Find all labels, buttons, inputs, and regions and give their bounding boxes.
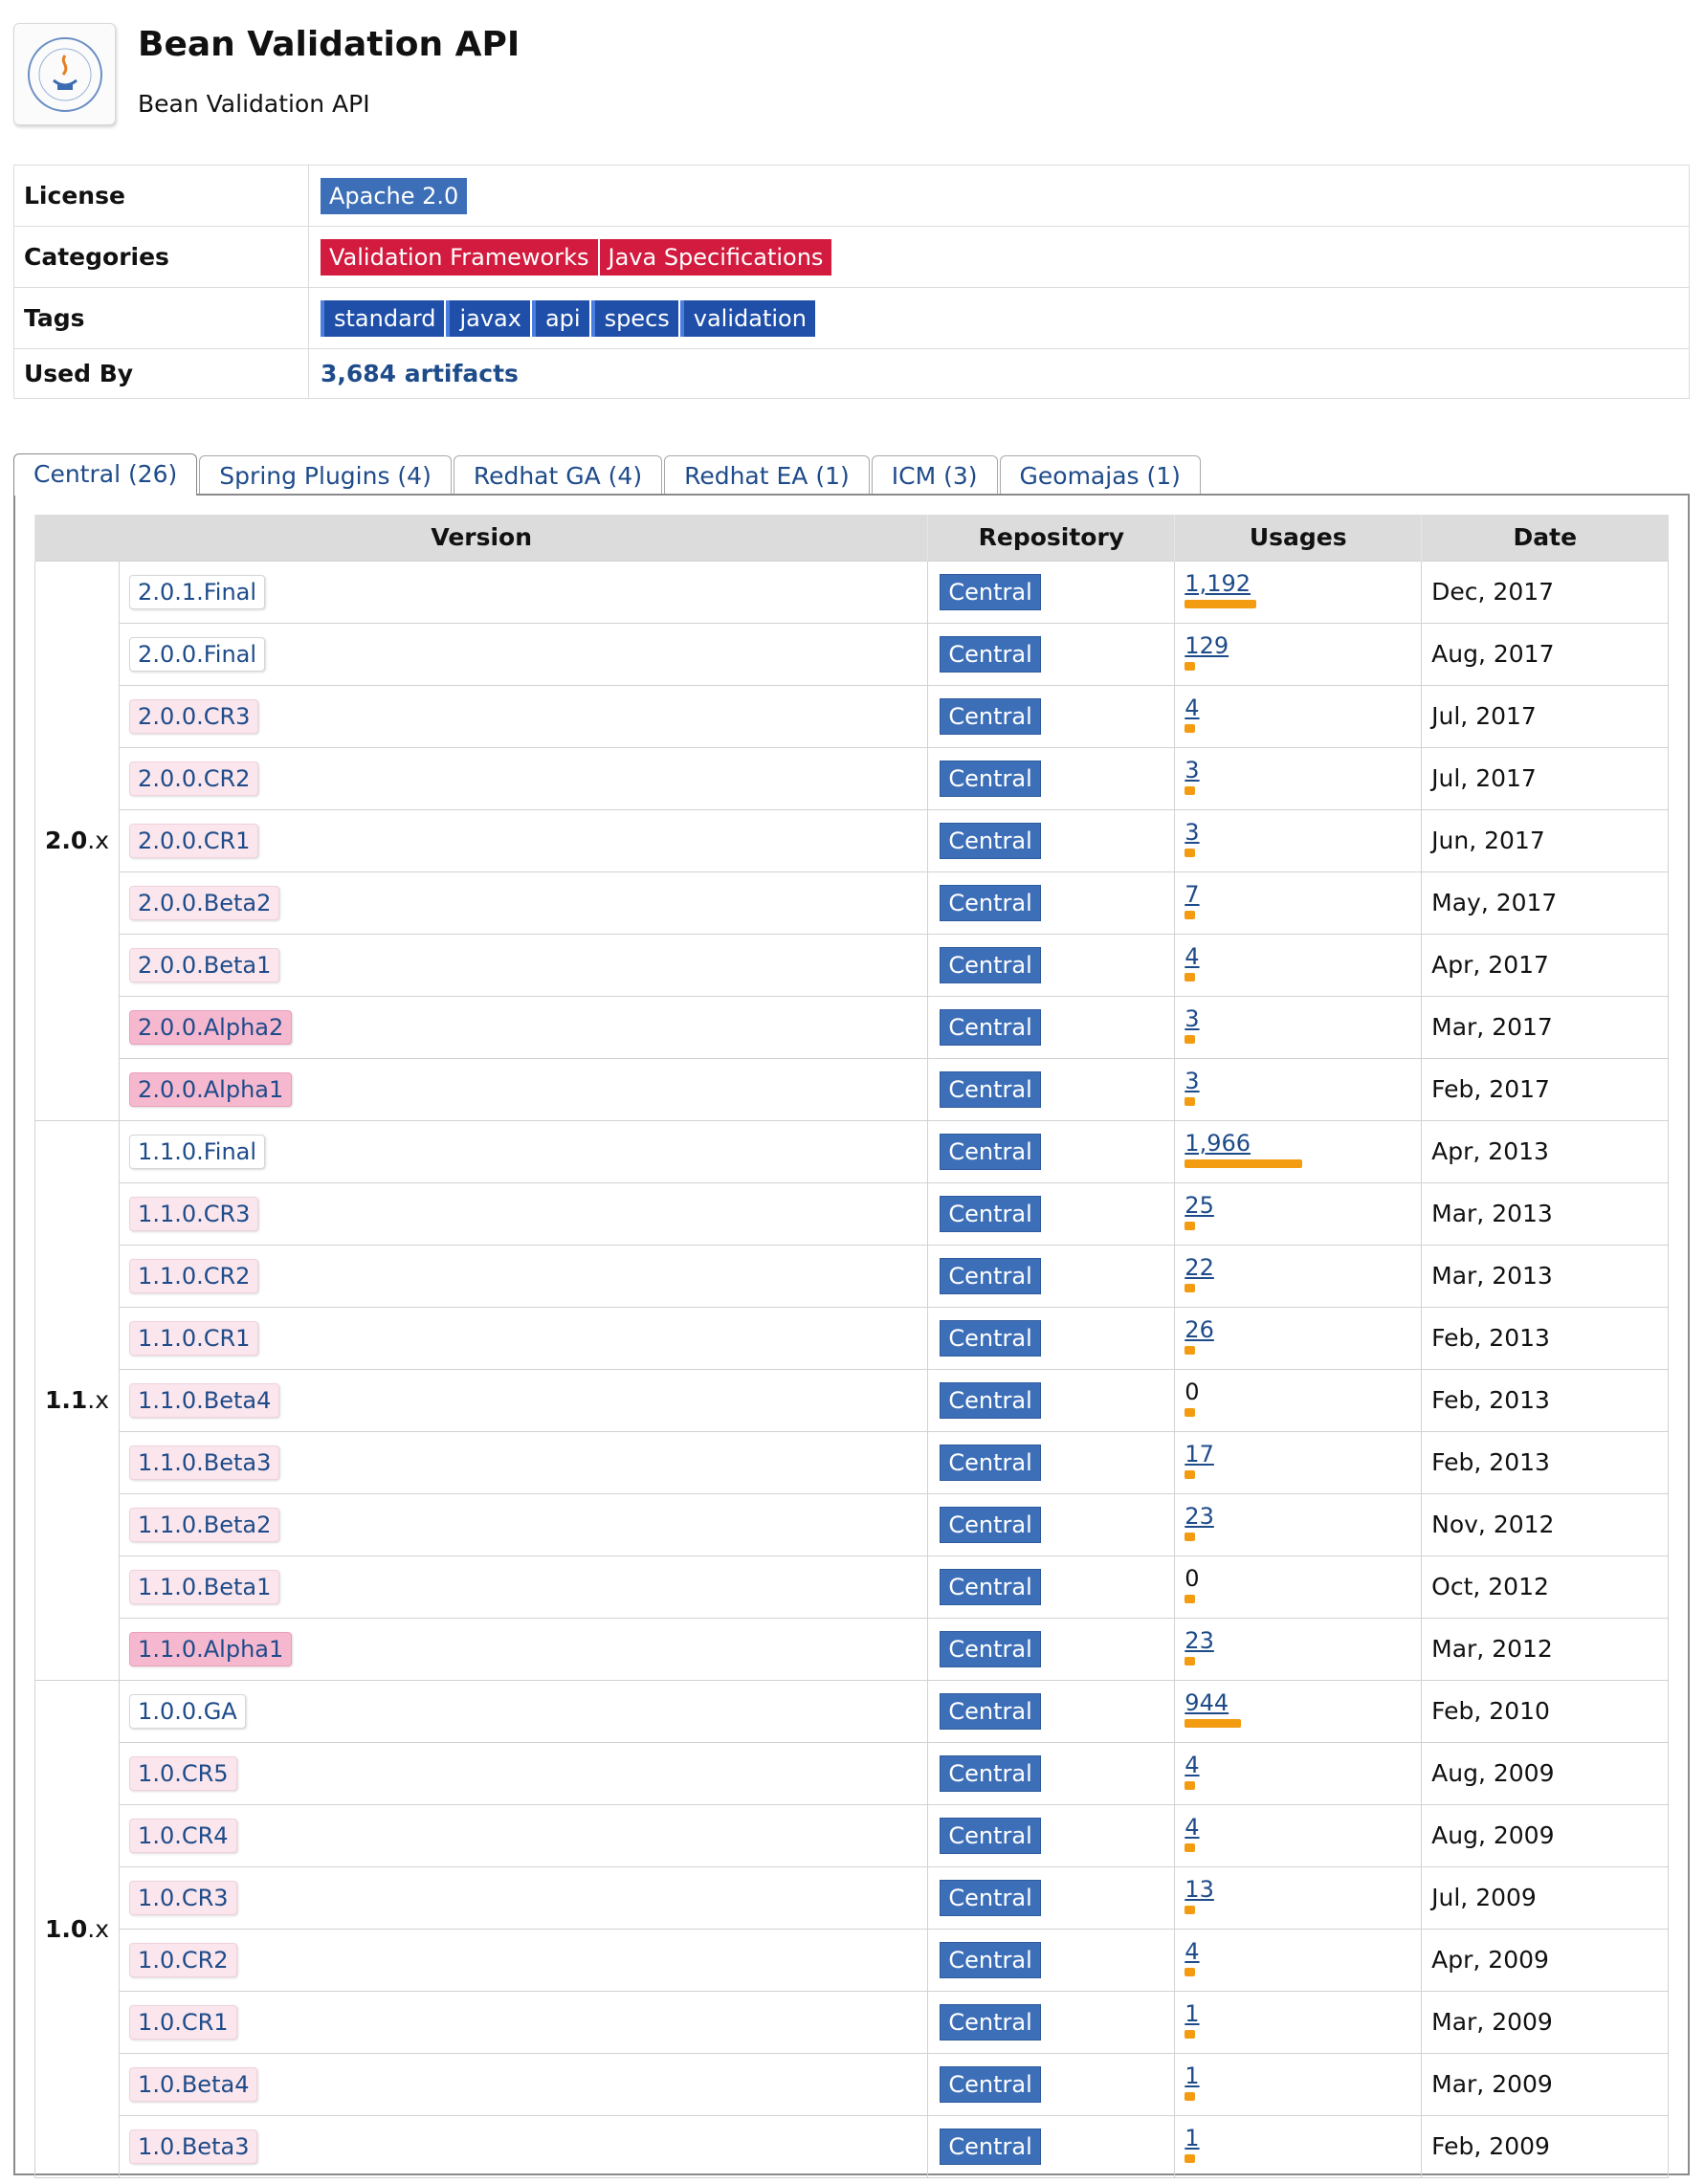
repository-cell [928,1680,1175,1742]
license-row [14,165,1690,227]
version-link[interactable]: 2.0.0.CR3 [129,699,258,734]
usages-link[interactable]: 17 [1185,1440,1214,1467]
artifact-header [13,23,1688,138]
tab-geomajas[interactable]: Geomajas (1) [1000,455,1201,496]
repository-cell [928,1742,1175,1804]
usage-bar [1185,600,1256,608]
version-link[interactable]: 2.0.0.Alpha1 [129,1072,292,1107]
usages-link[interactable]: 13 [1185,1875,1214,1903]
version-cell [120,1307,928,1369]
categories-cell [309,227,1690,288]
tag-badge[interactable]: javax [446,300,530,337]
license-label: License [14,165,309,227]
usages-link[interactable]: 3 [1185,756,1200,783]
version-link[interactable]: 1.1.0.CR1 [129,1321,258,1356]
version-cell [120,1245,928,1307]
category-badge[interactable]: Java Specifications [600,239,832,276]
repository-cell [928,1369,1175,1431]
versions-header-row [35,515,1669,561]
usages-link[interactable]: 1,966 [1185,1129,1251,1157]
usage-bar [1185,1533,1195,1541]
version-cell [120,685,928,747]
version-link[interactable]: 1.0.CR2 [129,1943,237,1977]
repository-badge[interactable]: Central [940,1134,1040,1170]
repository-badge[interactable]: Central [940,885,1040,921]
usages-link[interactable]: 4 [1185,694,1200,721]
version-cell [120,1618,928,1680]
date-cell: Aug, 2009 [1422,1804,1669,1866]
usage-bar [1185,1843,1195,1852]
usage-bar [1185,1097,1195,1106]
usage-bar [1185,911,1195,919]
repository-cell [928,2115,1175,2177]
repository-cell [928,1431,1175,1493]
repository-badge[interactable]: Central [940,1818,1040,1854]
date-cell: Feb, 2013 [1422,1307,1669,1369]
version-row [35,1804,1669,1866]
tag-badge[interactable]: standard [321,300,444,337]
version-row [35,996,1669,1058]
usages-link[interactable]: 1 [1185,1999,1200,2027]
usages-cell [1175,1058,1422,1120]
usages-cell [1175,1245,1422,1307]
version-link[interactable]: 2.0.0.CR1 [129,824,258,858]
usage-bar [1185,724,1195,733]
usage-bar [1185,1222,1195,1230]
version-link[interactable]: 1.0.0.GA [129,1694,246,1729]
repository-badge[interactable]: Central [940,1445,1040,1481]
repository-cell [928,2053,1175,2115]
usage-bar [1185,2030,1195,2039]
java-community-process-logo [13,23,116,125]
version-cell [120,809,928,871]
usages-link[interactable]: 1,192 [1185,569,1251,597]
usages-cell [1175,1618,1422,1680]
date-cell: Mar, 2017 [1422,996,1669,1058]
version-link[interactable]: 1.1.0.Final [129,1135,265,1169]
repository-badge[interactable]: Central [940,636,1040,673]
version-row [35,1618,1669,1680]
repository-badge[interactable]: Central [940,1631,1040,1667]
usages-cell [1175,1804,1422,1866]
tags-row [14,288,1690,349]
version-link[interactable]: 2.0.0.Beta2 [129,886,279,920]
repository-badge[interactable]: Central [940,1693,1040,1730]
version-row [35,623,1669,685]
usages-link[interactable]: 7 [1185,880,1200,908]
version-link[interactable]: 1.1.0.Beta1 [129,1570,279,1604]
tab-spring-plugins[interactable]: Spring Plugins (4) [199,455,452,496]
page-subtitle: Bean Validation API [138,90,370,118]
version-link[interactable]: 1.0.CR5 [129,1756,237,1791]
usages-cell [1175,747,1422,809]
version-group-label [35,1120,120,1680]
usages-cell [1175,1866,1422,1929]
version-cell [120,934,928,996]
version-row [35,871,1669,934]
usage-bar [1185,1284,1195,1292]
version-link[interactable]: 1.1.0.Alpha1 [129,1632,292,1666]
usages-cell [1175,623,1422,685]
categories-row [14,227,1690,288]
date-cell: Mar, 2013 [1422,1182,1669,1245]
repository-badge[interactable]: Central [940,2004,1040,2041]
major-version: 2.0 [45,827,88,854]
usages-cell [1175,1307,1422,1369]
repository-badge[interactable]: Central [940,1755,1040,1792]
version-cell [120,1058,928,1120]
page-title: Bean Validation API [138,25,520,64]
repository-badge[interactable]: Central [940,1320,1040,1357]
usages-link[interactable]: 4 [1185,1937,1200,1965]
usages-cell [1175,685,1422,747]
tab-central[interactable]: Central (26) [13,453,197,496]
usages-cell [1175,871,1422,934]
version-column-header: Version [35,515,928,561]
version-row [35,1929,1669,1991]
version-link[interactable]: 1.1.0.CR3 [129,1197,258,1231]
usages-link[interactable]: 23 [1185,1502,1214,1530]
repository-cell [928,1804,1175,1866]
version-row [35,561,1669,623]
version-link[interactable]: 2.0.1.Final [129,575,265,609]
repository-cell [928,1991,1175,2053]
version-link[interactable]: 1.1.0.Beta4 [129,1383,279,1418]
usage-bar [1185,2154,1195,2163]
version-row [35,1058,1669,1120]
repository-tabs [13,453,1203,494]
tab-redhat-ea[interactable]: Redhat EA (1) [664,455,870,496]
date-cell: Feb, 2017 [1422,1058,1669,1120]
license-badge[interactable]: Apache 2.0 [321,178,467,214]
date-cell: Apr, 2017 [1422,934,1669,996]
usage-bar [1185,786,1195,795]
version-cell [120,1369,928,1431]
date-cell: Dec, 2017 [1422,561,1669,623]
license-cell [309,165,1690,227]
usages-cell [1175,1493,1422,1555]
usages-cell [1175,1929,1422,1991]
repository-cell [928,685,1175,747]
repository-cell [928,561,1175,623]
usages-link[interactable]: 944 [1185,1688,1229,1716]
repository-badge[interactable]: Central [940,761,1040,797]
date-cell: Feb, 2013 [1422,1431,1669,1493]
version-row [35,1742,1669,1804]
usages-cell [1175,809,1422,871]
date-cell: Mar, 2009 [1422,1991,1669,2053]
repository-column-header: Repository [928,515,1175,561]
usage-bar [1185,1657,1195,1666]
usage-bar [1185,662,1195,671]
repository-cell [928,1493,1175,1555]
version-row [35,1307,1669,1369]
repository-badge[interactable]: Central [940,1942,1040,1978]
version-cell [120,2115,928,2177]
version-cell [120,1929,928,1991]
repository-cell [928,1058,1175,1120]
repository-badge[interactable]: Central [940,823,1040,859]
major-version-suffix: .x [87,1914,110,1943]
version-cell [120,1866,928,1929]
tags-cell [309,288,1690,349]
version-cell [120,561,928,623]
repository-badge[interactable]: Central [940,2129,1040,2165]
usages-link[interactable]: 3 [1185,1067,1200,1094]
date-cell: Feb, 2009 [1422,2115,1669,2177]
version-cell [120,1493,928,1555]
usage-bar [1185,1906,1195,1914]
tags-label: Tags [14,288,309,349]
usages-link[interactable]: 23 [1185,1626,1214,1654]
usage-bar [1185,1035,1195,1044]
repository-cell [928,1866,1175,1929]
version-row [35,1431,1669,1493]
version-cell [120,1555,928,1618]
version-row [35,1182,1669,1245]
version-row [35,1369,1669,1431]
date-cell: Aug, 2017 [1422,623,1669,685]
repository-cell [928,934,1175,996]
version-link[interactable]: 1.0.Beta4 [129,2067,257,2102]
version-cell [120,747,928,809]
usages-cell [1175,1680,1422,1742]
date-cell: Jun, 2017 [1422,809,1669,871]
usages-link[interactable]: 3 [1185,1004,1200,1032]
major-version-suffix: .x [87,1386,110,1414]
repository-cell [928,1182,1175,1245]
usage-bar [1185,1595,1195,1603]
usages-link: 0 [1185,1378,1200,1405]
usages-link[interactable]: 4 [1185,1751,1200,1778]
version-row [35,2053,1669,2115]
usages-cell [1175,934,1422,996]
repository-cell [928,996,1175,1058]
usages-cell [1175,1555,1422,1618]
usage-bar [1185,1470,1195,1479]
version-cell [120,1120,928,1182]
usages-cell [1175,1120,1422,1182]
version-group-label [35,561,120,1120]
version-row [35,1120,1669,1182]
repository-cell [928,747,1175,809]
used-by-link[interactable]: 3,684 artifacts [321,360,519,387]
repository-badge[interactable]: Central [940,1258,1040,1294]
categories-label: Categories [14,227,309,288]
version-link[interactable]: 1.1.0.Beta2 [129,1508,279,1542]
usages-link: 0 [1185,1564,1200,1592]
version-cell [120,1431,928,1493]
usages-link[interactable]: 1 [1185,2124,1200,2151]
version-link[interactable]: 2.0.0.CR2 [129,761,258,796]
usage-bar [1185,2092,1195,2101]
date-cell: Mar, 2009 [1422,2053,1669,2115]
used-by-label: Used By [14,349,309,399]
versions-table-body [35,561,1669,2177]
major-version: 1.0 [45,1914,88,1943]
version-row [35,747,1669,809]
tag-badge[interactable]: validation [680,300,815,337]
version-group-label [35,1680,120,2177]
usage-bar [1185,1346,1195,1355]
used-by-cell [309,349,1690,399]
version-cell [120,1742,928,1804]
usage-bar [1185,973,1195,982]
repository-badge[interactable]: Central [940,698,1040,735]
usages-link[interactable]: 4 [1185,942,1200,970]
category-badge[interactable]: Validation Frameworks [321,239,598,276]
repository-badge[interactable]: Central [940,1880,1040,1916]
version-link[interactable]: 1.1.0.CR2 [129,1259,258,1293]
version-cell [120,1991,928,2053]
date-cell: Apr, 2013 [1422,1120,1669,1182]
repository-badge[interactable]: Central [940,574,1040,610]
usages-link[interactable]: 26 [1185,1315,1214,1343]
usages-cell [1175,1431,1422,1493]
version-cell [120,1182,928,1245]
usages-link[interactable]: 25 [1185,1191,1214,1219]
tag-badge[interactable]: api [532,300,589,337]
usages-link[interactable]: 129 [1185,631,1229,659]
version-row [35,1555,1669,1618]
usage-bar [1185,1968,1195,1976]
version-link[interactable]: 1.1.0.Beta3 [129,1445,279,1480]
major-version: 1.1 [45,1386,88,1414]
version-row [35,685,1669,747]
usage-bar [1185,1781,1195,1790]
repository-cell [928,1618,1175,1680]
usages-cell [1175,561,1422,623]
date-cell: Feb, 2013 [1422,1369,1669,1431]
usage-bar [1185,1408,1195,1417]
repository-cell [928,809,1175,871]
used-by-row [14,349,1690,399]
repository-badge[interactable]: Central [940,947,1040,983]
usages-cell [1175,1742,1422,1804]
version-row [35,1991,1669,2053]
usages-link[interactable]: 3 [1185,818,1200,846]
version-cell [120,623,928,685]
date-column-header: Date [1422,515,1669,561]
tab-redhat-ga[interactable]: Redhat GA (4) [454,455,662,496]
repository-badge[interactable]: Central [940,1507,1040,1543]
repository-badge[interactable]: Central [940,1569,1040,1605]
repository-cell [928,871,1175,934]
repository-cell [928,1555,1175,1618]
repository-badge[interactable]: Central [940,1196,1040,1232]
artifact-info-table [13,165,1690,399]
version-link[interactable]: 1.0.CR3 [129,1881,237,1915]
usages-cell [1175,2053,1422,2115]
usages-link[interactable]: 22 [1185,1253,1214,1281]
usage-bar [1185,1159,1302,1168]
version-row [35,1866,1669,1929]
usages-cell [1175,2115,1422,2177]
usages-cell [1175,1182,1422,1245]
repository-badge[interactable]: Central [940,1009,1040,1046]
usages-cell [1175,996,1422,1058]
date-cell: Aug, 2009 [1422,1742,1669,1804]
version-cell [120,2053,928,2115]
usages-cell [1175,1369,1422,1431]
repository-cell [928,623,1175,685]
date-cell: Oct, 2012 [1422,1555,1669,1618]
repository-badge[interactable]: Central [940,1071,1040,1108]
version-cell [120,871,928,934]
date-cell: Jul, 2009 [1422,1866,1669,1929]
repository-cell [928,1929,1175,1991]
tab-icm[interactable]: ICM (3) [872,455,998,496]
date-cell: Jul, 2017 [1422,685,1669,747]
repository-badge[interactable]: Central [940,2066,1040,2103]
date-cell: Apr, 2009 [1422,1929,1669,1991]
version-row [35,1680,1669,1742]
usages-cell [1175,1991,1422,2053]
version-row [35,934,1669,996]
version-row [35,1245,1669,1307]
usage-bar [1185,849,1195,857]
usages-link[interactable]: 4 [1185,1813,1200,1841]
date-cell: Mar, 2012 [1422,1618,1669,1680]
repository-cell [928,1307,1175,1369]
versions-panel [13,494,1690,2175]
tag-badge[interactable]: specs [591,300,678,337]
date-cell: Feb, 2010 [1422,1680,1669,1742]
version-row [35,2115,1669,2177]
date-cell: Jul, 2017 [1422,747,1669,809]
version-row [35,809,1669,871]
version-link[interactable]: 1.0.Beta3 [129,2129,257,2164]
usages-column-header: Usages [1175,515,1422,561]
version-link[interactable]: 1.0.CR1 [129,2005,237,2040]
repository-badge[interactable]: Central [940,1382,1040,1419]
date-cell: Nov, 2012 [1422,1493,1669,1555]
version-cell [120,996,928,1058]
date-cell: Mar, 2013 [1422,1245,1669,1307]
version-link[interactable]: 1.0.CR4 [129,1819,237,1853]
date-cell: May, 2017 [1422,871,1669,934]
major-version-suffix: .x [87,827,110,854]
version-link[interactable]: 2.0.0.Final [129,637,265,672]
repository-cell [928,1245,1175,1307]
versions-table [34,515,1669,2178]
version-link[interactable]: 2.0.0.Alpha2 [129,1010,292,1045]
version-cell [120,1804,928,1866]
usage-bar [1185,1719,1241,1728]
version-link[interactable]: 2.0.0.Beta1 [129,948,279,982]
version-row [35,1493,1669,1555]
repository-cell [928,1120,1175,1182]
usages-link[interactable]: 1 [1185,2062,1200,2089]
version-cell [120,1680,928,1742]
